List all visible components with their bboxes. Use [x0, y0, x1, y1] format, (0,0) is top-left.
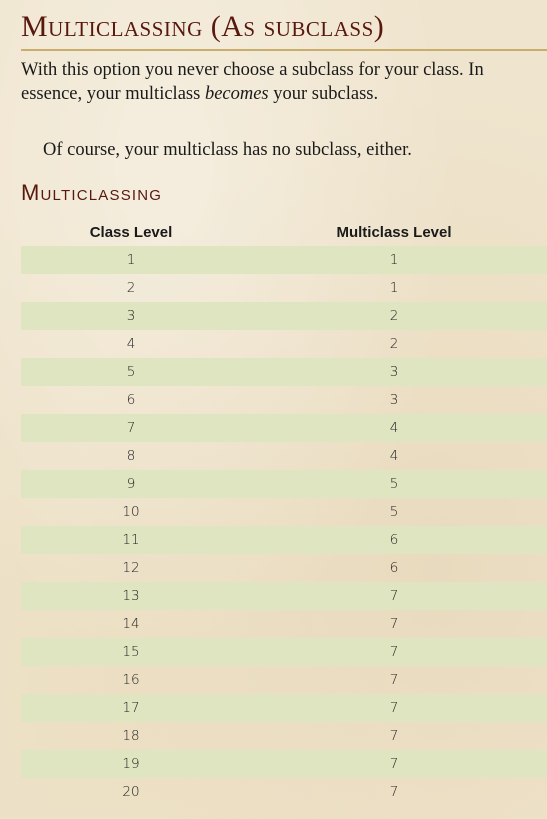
table-row	[21, 582, 547, 610]
table-header-row	[21, 219, 547, 246]
multiclass-level-cell: 5	[389, 504, 399, 520]
class-level-cell: 14	[122, 616, 140, 632]
table-row	[21, 666, 547, 694]
intro-emphasis: becomes	[204, 83, 269, 104]
multiclass-level-cell: 7	[241, 694, 547, 722]
column-header-class-level: Class Level	[89, 224, 173, 241]
intro-text-before: With this option you never choose a subclass for your class. In essence, your multiclass	[21, 60, 484, 104]
table-row	[21, 302, 547, 330]
column-header-multiclass-level: Multiclass Level	[336, 224, 452, 241]
multiclass-level-cell: 2	[241, 302, 547, 330]
class-level-cell: 18	[122, 728, 140, 744]
class-level-cell: 9	[21, 470, 241, 498]
class-level-cell: 10	[122, 504, 140, 520]
multiclass-level-cell: 7	[389, 784, 399, 800]
class-level-cell: 7	[21, 414, 241, 442]
table-row	[21, 498, 547, 526]
class-level-cell: 13	[21, 582, 241, 610]
class-level-cell: 5	[21, 358, 241, 386]
class-level-cell: 19	[21, 750, 241, 778]
section-heading: Multiclassing (As subclass)	[21, 10, 385, 43]
heading-underline	[21, 49, 547, 51]
class-level-cell: 20	[122, 784, 140, 800]
table-row	[21, 330, 547, 358]
multiclassing-table	[21, 219, 547, 806]
class-level-cell: 3	[21, 302, 241, 330]
multiclass-level-cell: 4	[389, 448, 399, 464]
multiclass-level-cell: 3	[389, 392, 399, 408]
table-row	[21, 414, 547, 442]
multiclass-level-cell: 4	[241, 414, 547, 442]
multiclass-level-cell: 7	[241, 582, 547, 610]
class-level-cell: 12	[122, 560, 140, 576]
table-row	[21, 470, 547, 498]
table-row	[21, 638, 547, 666]
table-row	[21, 554, 547, 582]
multiclass-level-cell: 7	[241, 750, 547, 778]
class-level-cell: 11	[21, 526, 241, 554]
multiclass-level-cell: 6	[241, 526, 547, 554]
intro-paragraph	[21, 59, 531, 106]
multiclass-level-cell: 6	[389, 560, 399, 576]
table-row	[21, 358, 547, 386]
class-level-cell: 17	[21, 694, 241, 722]
multiclass-level-cell: 5	[241, 470, 547, 498]
class-level-cell: 16	[122, 672, 140, 688]
table-row	[21, 750, 547, 778]
multiclass-level-cell: 2	[389, 336, 399, 352]
table-row	[21, 694, 547, 722]
table-title: Multiclassing	[21, 180, 163, 205]
multiclass-level-cell: 7	[389, 728, 399, 744]
multiclass-level-cell: 7	[389, 616, 399, 632]
table-row	[21, 778, 547, 806]
second-paragraph: Of course, your multiclass has no subclass, either.	[43, 140, 412, 160]
table-row	[21, 442, 547, 470]
multiclass-level-cell: 1	[389, 280, 399, 296]
table-row	[21, 274, 547, 302]
multiclass-level-cell: 1	[241, 246, 547, 274]
table-row	[21, 526, 547, 554]
intro-text-after: your subclass.	[268, 83, 379, 104]
class-level-cell: 4	[126, 336, 136, 352]
class-level-cell: 6	[126, 392, 136, 408]
class-level-cell: 1	[21, 246, 241, 274]
table-row	[21, 610, 547, 638]
class-level-cell: 8	[126, 448, 136, 464]
class-level-cell: 15	[21, 638, 241, 666]
multiclass-level-cell: 3	[241, 358, 547, 386]
table-row	[21, 386, 547, 414]
table-row	[21, 246, 547, 274]
multiclass-level-cell: 7	[389, 672, 399, 688]
multiclass-level-cell: 7	[241, 638, 547, 666]
class-level-cell: 2	[126, 280, 136, 296]
table-body	[21, 246, 547, 806]
table-row	[21, 722, 547, 750]
